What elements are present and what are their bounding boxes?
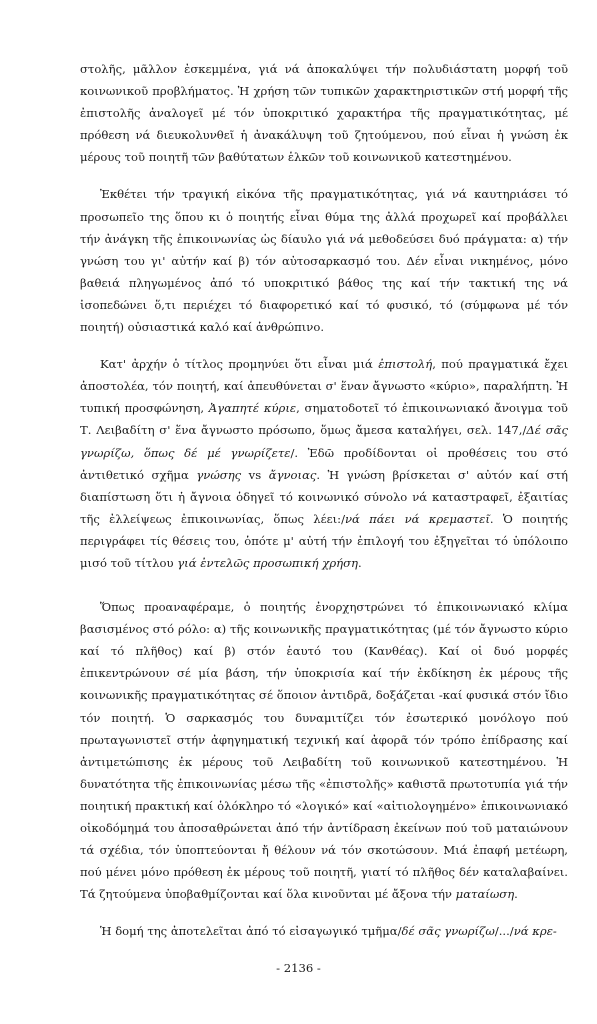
italic-text: ἐπιστολή <box>378 357 433 372</box>
page-number: - 2136 - <box>276 961 321 975</box>
paragraph-2 <box>80 183 568 338</box>
italic-text: νά κρε- <box>513 924 557 939</box>
text-run: . <box>514 887 518 902</box>
italic-text: νά πάει νά κρεμαστεῖ <box>344 511 490 526</box>
text-run: /. Ἐδῶ προδίδονται οἱ προθέσεις του στό ἀντιθετικό σχῆμα <box>80 445 568 482</box>
paragraph-1 <box>80 58 568 168</box>
text-run: στολῆς, μᾶλλον ἐσκεμμένα, γιά νά ἀποκαλύψει τήν πολυδιάστατη μορφή τοῦ κοινωνικοῦ προβλήματος. Ἡ χρήση τῶν τυπικῶν χαρακτηριστικῶν στή μορφή τῆς ἐπιστολῆς ἀναλογεῖ μέ τόν ὑποκριτικό χαρακτήρα τῆς πραγματικότητας, μέ πρόθεση νά διευκολυνθεῖ ἡ ἀνακάλυψη τοῦ ζητούμενου, πού εἶναι ἡ γνώση ἐκ μέρους τοῦ ποιητῆ τῶν βαθύτατων ἑλκῶν τοῦ κοινωνικοῦ κατεστημένου. <box>80 62 568 165</box>
text-run: Κατ' ἀρχήν ὁ τίτλος προμηνύει ὅτι εἶναι μιά <box>100 357 379 372</box>
text-run: Ἐκθέτει τήν τραγική εἰκόνα τῆς πραγματικότητας, γιά νά καυτηριάσει τό προσωπεῖο της ὅπου κι ὁ ποιητής εἶναι θύμα της ἀλλά προχωρεῖ καί προβάλλει τήν ἀνάγκη τῆς ἐπικοινωνίας ὡς δίαυλο γιά νά μεθοδεύσει δυό πράγματα: α) τήν γνώση του γι' αὐτήν καί β) τόν αὐτοσαρκασμό του. Δέν εἶναι νικημένος, μόνο βαθειά πληγωμένος ἀπό τό υποκριτικό βάθος της καί τήν τακτική της νά ἰσοπεδώνει ὅ,τι περιέχει τό διαφορετικό καί τό φυσικό, τό (σύμφωνα μέ τόν ποιητή) οὐσιαστικά καλό καί ἀνθρώπινο. <box>80 187 568 335</box>
text-run: . Ἡ γνώση βρίσκεται σ' αὐτόν καί στή διαπίστωση ὅτι ἡ ἄγνοια ὁδηγεῖ τό κοινωνικό σύνολο νά καταστραφεῖ, ἐξαιτίας τῆς ἐλλείψεως ἐπικοινωνίας, ὅπως λέει:/ <box>80 467 568 526</box>
italic-text: Δέ σᾶς γνωρίζω, ὅπως δέ μέ γνωρίζετε <box>80 423 568 460</box>
italic-text: γνώσης <box>196 467 242 482</box>
paragraph-5 <box>80 920 568 942</box>
text-run: . Ὁ ποιητής περιγράφει τίς θέσεις του, ὁπότε μ' αὐτή τήν ἐπιλογή του ἐξηγεῖται τό ὑπόλοιπο μισό τοῦ τίτλου <box>80 511 569 570</box>
italic-text: ματαίωση <box>455 887 515 902</box>
text-run: /.../ <box>494 924 514 939</box>
text-run: vs <box>241 467 269 482</box>
text-run: Ὅπως προαναφέραμε, ὁ ποιητής ἐνορχηστρώνει τό ἐπικοινωνιακό κλίμα βασισμένος στό ρόλο: α) τῆς κοινωνικῆς πραγματικότητας (μέ τόν ἄγνωστο κύριο καί τό πλῆθος) καί β) στόν ἑαυτό του (Κανθέας). Καί οἱ δυό μορφές ἐπικεντρώνουν σέ μία βάση, τήν ὑποκρισία καί τήν ἐκδίκηση ἐκ μέρους τῆς κοινωνικῆς πραγματικότητας σέ ὅποιον ἀντιδρᾶ, δοξάζεται -καί φυσικά στόν ἴδιο τόν ποιητή. Ὁ σαρκασμός του δυναμιτίζει τόν ἐσωτερικό μονόλογο πού πρωταγωνιστεῖ στήν ἀφηγηματική τεχνική καί ἀφορᾶ τόν τρόπο ἐπίδρασης καί ἀντιμετώπισης ἐκ μέρους τοῦ Λειβαδίτη τοῦ κοινωνικοῦ κατεστημένου. Ἡ δυνατότητα τῆς ἐπικοινωνίας μέσω τῆς «ἐπιστολῆς» καθιστᾶ πρωτοτυπία γιά τήν ποιητική πρακτική καί ὁλόκληρο τό «λογικό» καί «αἰτιολογημένο» ἐπικοινωνιακό οἰκοδόμημά του ἀποσαθρώνεται ἀπό τήν ἀντίδραση ἐκείνων πού τοῦ ματαιώνουν τά σχέδια, τόν ὑποπτεύονται ἤ θέλουν νά τόν σκοτώσουν. Μιά ἐπαφή μετέωρη, πού μένει μόνο πρόθεση ἐκ μέρους τοῦ ποιητῆ, γιατί τό πλῆθος δέν καταλαβαίνει. Τά ζητούμενα ὑποβαθμίζονται καί ὅλα κινοῦνται μέ ἄξονα τήν <box>80 600 568 902</box>
italic-text: δέ σᾶς γνωρίζω <box>401 924 495 939</box>
italic-text: γιά ἐντελῶς προσωπική χρήση <box>177 555 358 570</box>
text-run: , πού πραγματικά ἔχει ἀποστολέα, τόν ποιητή, καί ἀπευθύνεται σ' ἕναν ἄγνωστο «κύριο», παραλήπτη. Ἡ τυπική προσφώνηση, <box>80 357 568 416</box>
page-body <box>80 58 568 942</box>
text-run: . <box>357 555 362 570</box>
text-run: Ἡ δομή της ἀποτελεῖται ἀπό τό εἰσαγωγικό τμῆμα/ <box>100 924 402 939</box>
paragraph-3 <box>80 353 568 574</box>
text-run: , σηματοδοτεῖ τό ἐπικοινωνιακό ἄνοιγμα τοῦ Τ. Λειβαδίτη σ' ἕνα ἄγνωστο πρόσωπο, ὅμως ἄμεσα καταλήγει, σελ. 147,/ <box>80 401 568 438</box>
italic-text: Ἀγαπητέ κύριε <box>208 401 297 416</box>
paragraph-4 <box>80 596 568 905</box>
italic-text: ἄγνοιας <box>268 467 317 482</box>
